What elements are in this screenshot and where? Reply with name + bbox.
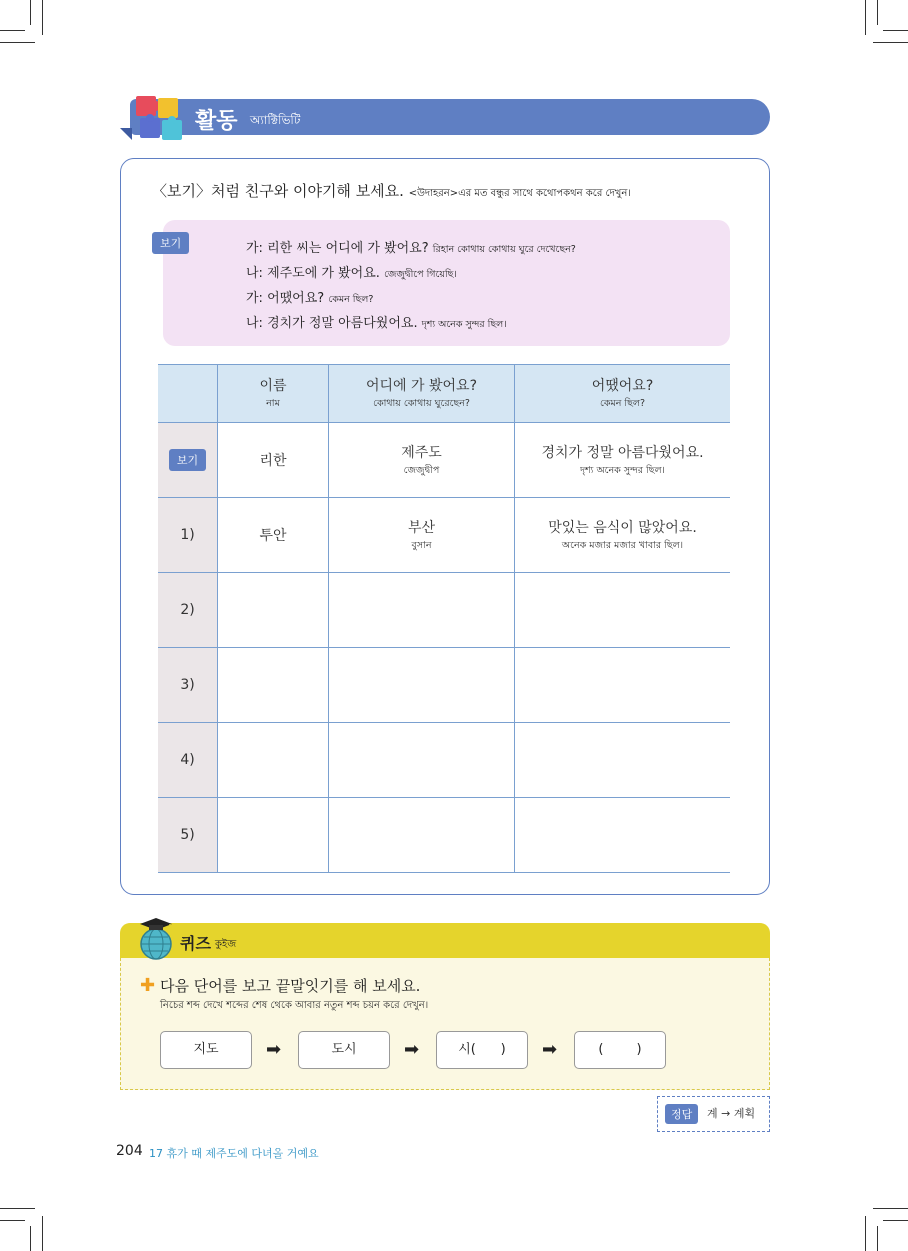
word-blank-box[interactable]: ( ) bbox=[574, 1031, 666, 1069]
instruction bbox=[152, 180, 631, 203]
dialogue-korean: 나: 경치가 정말 아름다웠어요. bbox=[246, 316, 418, 331]
impression-cell[interactable] bbox=[515, 798, 731, 873]
table-header-row bbox=[158, 365, 730, 423]
table-header-name: 이름 নাম bbox=[218, 365, 329, 423]
name-cell[interactable] bbox=[218, 798, 329, 873]
answer-tag: 정답 bbox=[665, 1104, 698, 1124]
place-cell: 부산 বুসান bbox=[329, 498, 515, 573]
crop-mark bbox=[877, 1226, 878, 1251]
dialogue-bengali: কেমন ছিল? bbox=[328, 294, 374, 305]
quiz-question-bengali: নিচের শব্দ দেখে শব্দের শেষ থেকে আবার নতুন শব্দ চয়ন করে দেখুন। bbox=[160, 1000, 429, 1011]
name-cell[interactable] bbox=[218, 648, 329, 723]
table-row bbox=[158, 423, 730, 498]
activity-table bbox=[158, 364, 730, 873]
example-tag: 보기 bbox=[152, 232, 189, 254]
impression-cell: 경치가 정말 아름다웠어요. দৃশ্য অনেক সুন্দর ছিল। bbox=[515, 423, 731, 498]
answer-text: 계 → 계획 bbox=[707, 1107, 756, 1120]
place-cell[interactable] bbox=[329, 648, 515, 723]
impression-cell[interactable] bbox=[515, 573, 731, 648]
quiz-question: 다음 단어를 보고 끝말잇기를 해 보세요. bbox=[160, 977, 421, 995]
crop-mark bbox=[873, 42, 908, 43]
impression-cell[interactable] bbox=[515, 648, 731, 723]
dialogue-bengali: রিহান কোথায় কোথায় ঘুরে দেখেছেন? bbox=[432, 244, 576, 255]
table-row bbox=[158, 573, 730, 648]
crop-mark bbox=[42, 0, 43, 35]
dialogue-korean: 가: 어땠어요? bbox=[246, 291, 325, 306]
crop-mark bbox=[883, 30, 908, 31]
dialogue-line bbox=[246, 262, 457, 283]
crop-mark bbox=[30, 1226, 31, 1251]
table-row bbox=[158, 498, 730, 573]
row-label: 1) bbox=[158, 498, 218, 573]
name-cell: 투안 bbox=[218, 498, 329, 573]
table-header-empty bbox=[158, 365, 218, 423]
table-header-place: 어디에 가 봤어요? কোথায় কোথায় ঘুরেছেন? bbox=[329, 365, 515, 423]
example-row-tag: 보기 bbox=[169, 449, 206, 471]
activity-title: 활동 bbox=[195, 109, 238, 134]
name-cell[interactable] bbox=[218, 573, 329, 648]
plus-icon: ✚ bbox=[140, 975, 156, 996]
table-row bbox=[158, 723, 730, 798]
crop-mark bbox=[0, 30, 25, 31]
quiz-title: 퀴즈 bbox=[180, 934, 211, 953]
dialogue-korean: 나: 제주도에 가 봤어요. bbox=[246, 266, 380, 281]
dialogue-korean: 가: 리한 씨는 어디에 가 봤어요? bbox=[246, 241, 429, 256]
impression-cell[interactable] bbox=[515, 723, 731, 798]
crop-mark bbox=[0, 1208, 35, 1209]
row-label: 4) bbox=[158, 723, 218, 798]
crop-mark bbox=[42, 1216, 43, 1251]
page-number: 204 bbox=[116, 1143, 143, 1159]
place-cell[interactable] bbox=[329, 723, 515, 798]
place-cell[interactable] bbox=[329, 573, 515, 648]
dialogue-line bbox=[246, 237, 576, 258]
row-label: 5) bbox=[158, 798, 218, 873]
dialogue-bengali: জেজুদ্বীপে গিয়েছি। bbox=[384, 269, 457, 280]
arrow-right-icon: ➡ bbox=[266, 1039, 282, 1060]
crop-mark bbox=[873, 1208, 908, 1209]
table-header-impression: 어땠어요? কেমন ছিল? bbox=[515, 365, 731, 423]
word-box: 도시 bbox=[298, 1031, 390, 1069]
crop-mark bbox=[0, 1220, 25, 1221]
activity-subtitle: অ্যাক্টিভিটি bbox=[250, 113, 301, 127]
name-cell: 리한 bbox=[218, 423, 329, 498]
place-cell[interactable] bbox=[329, 798, 515, 873]
table-row bbox=[158, 798, 730, 873]
arrow-right-icon: ➡ bbox=[404, 1039, 420, 1060]
place-cell: 제주도 জেজুদ্বীপ bbox=[329, 423, 515, 498]
dialogue-line bbox=[246, 287, 373, 308]
row-label: 2) bbox=[158, 573, 218, 648]
graduation-globe-icon bbox=[136, 916, 176, 962]
puzzle-icon bbox=[118, 92, 186, 144]
crop-mark bbox=[877, 0, 878, 25]
name-cell[interactable] bbox=[218, 723, 329, 798]
instruction-bengali: <উদাহরন>এর মত বন্ধুর সাথে কথোপকথন করে দেখুন। bbox=[408, 188, 631, 199]
table-row bbox=[158, 648, 730, 723]
impression-cell: 맛있는 음식이 많았어요. অনেক মজার মজার খাবার ছিল। bbox=[515, 498, 731, 573]
row-label bbox=[158, 423, 218, 498]
crop-mark bbox=[30, 0, 31, 25]
word-blank-box[interactable]: 시( ) bbox=[436, 1031, 528, 1069]
crop-mark bbox=[883, 1220, 908, 1221]
quiz-subtitle: কুইজ bbox=[215, 939, 237, 950]
word-box: 지도 bbox=[160, 1031, 252, 1069]
crop-mark bbox=[0, 42, 35, 43]
dialogue-bengali: দৃশ্য অনেক সুন্দর ছিল। bbox=[421, 319, 507, 330]
chapter-title: 17 휴가 때 제주도에 다녀올 거예요 bbox=[149, 1147, 319, 1160]
crop-mark bbox=[865, 0, 866, 35]
dialogue-line bbox=[246, 312, 507, 333]
row-label: 3) bbox=[158, 648, 218, 723]
arrow-right-icon: ➡ bbox=[542, 1039, 558, 1060]
instruction-korean: 〈보기〉처럼 친구와 이야기해 보세요. bbox=[152, 182, 404, 200]
crop-mark bbox=[865, 1216, 866, 1251]
